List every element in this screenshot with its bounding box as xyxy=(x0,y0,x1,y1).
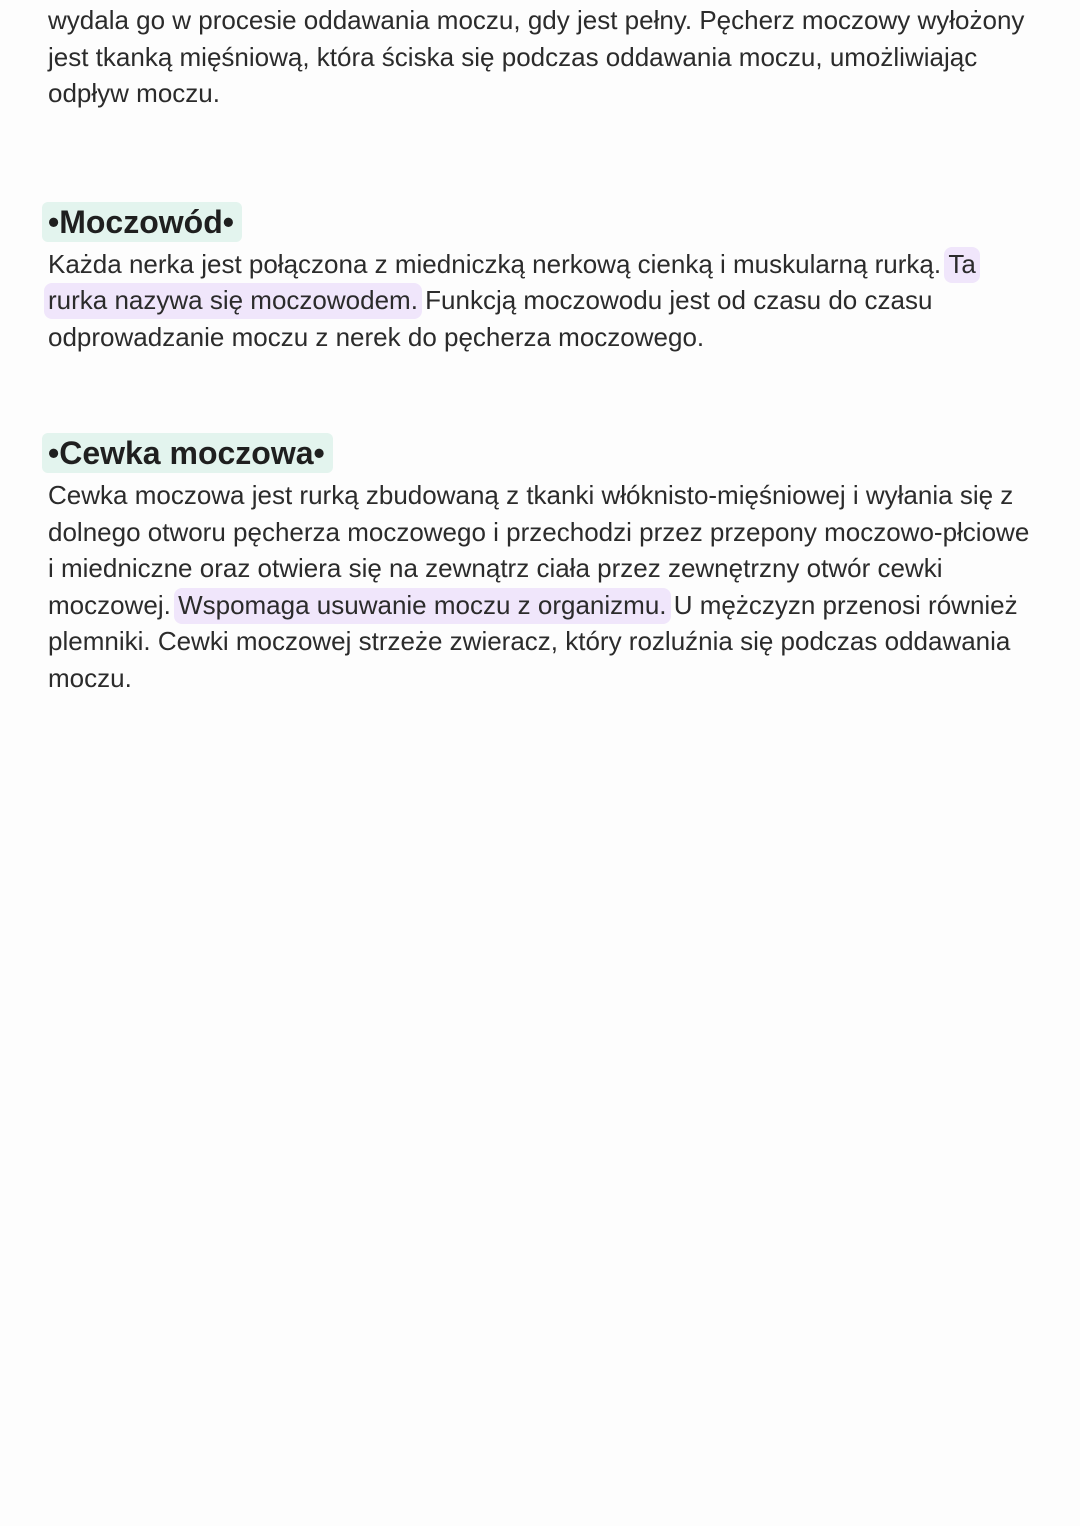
section-body-moczowod xyxy=(48,246,1038,356)
section-body-cewka-moczowa xyxy=(48,477,1038,696)
intro-paragraph: wydala go w procesie oddawania moczu, gdy jest pełny. Pęcherz moczowy wyłożony jest tkanką mięśniową, która ściska się podczas oddawania moczu, umożliwiając odpływ moczu. xyxy=(48,5,1025,108)
body-text-after: Funkcją moczowodu jest od czasu do czasu odprowadzanie moczu z nerek do pęcherza moczowego. xyxy=(48,285,933,352)
body-text-before: Każda nerka jest połączona z miedniczką nerkową cienką i muskularną rurką. xyxy=(48,248,942,279)
highlighted-text: Wspomaga usuwanie moczu z organizmu. xyxy=(174,588,670,624)
document-page xyxy=(48,0,1038,696)
body-text-after: U mężczyzn przenosi również plemniki. Cewki moczowej strzeże zwieracz, który rozluźnia się podczas oddawania moczu. xyxy=(48,589,1018,693)
section-heading-cewka-moczowa: •Cewka moczowa• xyxy=(42,433,333,473)
body-text-before: Cewka moczowa jest rurką zbudowaną z tkanki włóknisto-mięśniowej i wyłania się z dolnego otworu pęcherza moczowego i przechodzi przez przepony moczowo-płciowe i miedniczne oraz otwiera się na zewnątrz ciała przez zewnętrzny otwór cewki moczowej. xyxy=(48,480,1030,620)
highlighted-text: Ta rurka nazywa się moczowodem. xyxy=(44,247,980,320)
section-cewka-moczowa xyxy=(48,433,1038,696)
section-heading-moczowod: •Moczowód• xyxy=(42,202,242,242)
section-moczowod xyxy=(48,202,1038,356)
